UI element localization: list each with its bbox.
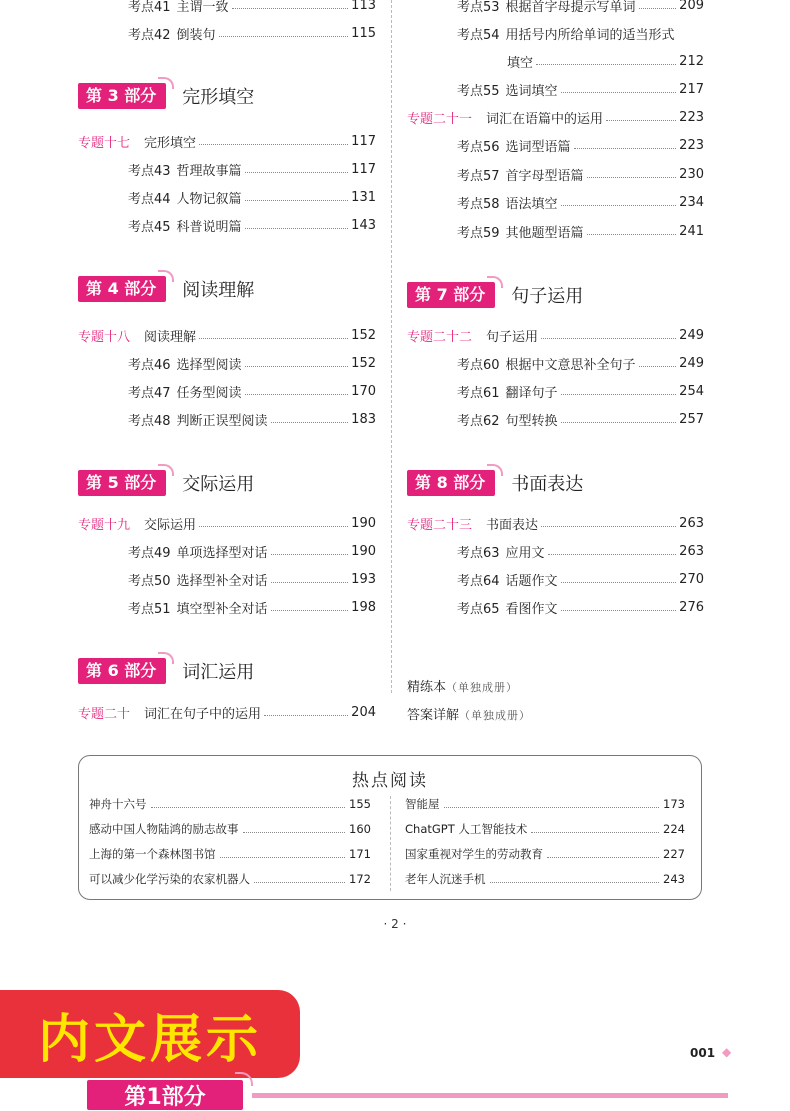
bottom-part-badge: 第1部分 [87, 1080, 243, 1110]
folio-number: 001 [690, 1046, 716, 1060]
toc-entry[interactable]: 考点56 选词型语篇 223 [457, 137, 704, 155]
extra-booklet-practice[interactable]: 精练本（单独成册） [407, 680, 519, 695]
toc-entry[interactable]: 考点60 根据中文意思补全句子 249 [457, 355, 704, 373]
toc-entry[interactable]: 考点50 选择型补全对话 193 [128, 571, 376, 589]
toc-entry[interactable]: 考点57 首字母型语篇 230 [457, 166, 704, 184]
toc-topic-entry[interactable]: 专题二十二 句子运用 249 [407, 327, 704, 345]
toc-entry[interactable]: 考点59 其他题型语篇 241 [457, 223, 704, 241]
toc-entry-continued[interactable]: 填空 212 [507, 53, 704, 71]
part-heading-8 [407, 468, 583, 498]
toc-entry[interactable]: 考点46 选择型阅读 152 [128, 355, 376, 373]
toc-entry[interactable]: 考点61 翻译句子 254 [457, 383, 704, 401]
toc-entry[interactable]: 考点64 话题作文 270 [457, 571, 704, 589]
hot-reading-title: 热点阅读 [352, 771, 428, 791]
part-badge: 第 8 部分 [407, 470, 495, 496]
hot-reading-box [78, 755, 702, 900]
toc-topic-entry[interactable]: 专题十八 阅读理解 152 [78, 327, 376, 345]
toc-topic-entry[interactable]: 专题十七 完形填空 117 [78, 133, 376, 151]
toc-entry[interactable]: 考点53 根据首字母提示写单词 209 [457, 0, 704, 15]
toc-entry[interactable]: 考点47 任务型阅读 170 [128, 383, 376, 401]
part-heading-4 [78, 274, 254, 304]
toc-entry[interactable]: 考点62 句型转换 257 [457, 411, 704, 429]
toc-entry[interactable]: 考点44 人物记叙篇 131 [128, 189, 376, 207]
hot-reading-item[interactable]: 感动中国人物陆鸿的励志故事 160 [89, 822, 371, 836]
part-heading-6 [78, 656, 254, 686]
hot-reading-item[interactable]: ChatGPT 人工智能技术 224 [405, 822, 685, 836]
bottom-rule [252, 1093, 728, 1098]
part-title: 完形填空 [182, 87, 255, 108]
toc-entry[interactable]: 考点54 用括号内所给单词的适当形式 [457, 27, 675, 43]
toc-entry[interactable]: 考点49 单项选择型对话 190 [128, 543, 376, 561]
part-title: 阅读理解 [182, 280, 255, 301]
toc-topic-entry[interactable]: 专题二十三 书面表达 263 [407, 515, 704, 533]
toc-entry[interactable]: 考点42 倒装句 115 [128, 25, 376, 43]
toc-entry[interactable]: 考点43 哲理故事篇 117 [128, 161, 376, 179]
hot-reading-item[interactable]: 国家重视对学生的劳动教育 227 [405, 847, 685, 861]
part-heading-3 [78, 81, 254, 111]
hot-reading-item[interactable]: 老年人沉迷手机 243 [405, 872, 685, 886]
hot-reading-item[interactable]: 上海的第一个森林图书馆 171 [89, 847, 371, 861]
hot-reading-item[interactable]: 可以减少化学污染的农家机器人 172 [89, 872, 371, 886]
toc-entry[interactable]: 考点63 应用文 263 [457, 543, 704, 561]
part-title: 书面表达 [511, 474, 584, 495]
toc-topic-entry[interactable]: 专题二十一 词汇在语篇中的运用 223 [407, 109, 704, 127]
diamond-icon: ◆ [722, 1045, 732, 1059]
toc-entry[interactable]: 考点55 选词填空 217 [457, 81, 704, 99]
part-heading-7 [407, 280, 583, 310]
toc-entry[interactable]: 考点58 语法填空 234 [457, 194, 704, 212]
hot-reading-item[interactable]: 智能屋 173 [405, 797, 685, 811]
toc-entry[interactable]: 考点65 看图作文 276 [457, 599, 704, 617]
column-divider [391, 0, 392, 693]
part-title: 词汇运用 [182, 662, 255, 683]
part-title: 交际运用 [182, 474, 255, 495]
part-badge: 第 4 部分 [78, 276, 166, 302]
toc-entry[interactable]: 考点45 科普说明篇 143 [128, 217, 376, 235]
extra-booklet-answers[interactable]: 答案详解（单独成册） [407, 708, 532, 723]
promo-banner [0, 990, 300, 1078]
part-badge: 第 3 部分 [78, 83, 166, 109]
part-title: 句子运用 [511, 286, 584, 307]
part-heading-5 [78, 468, 254, 498]
part-badge: 第 6 部分 [78, 658, 166, 684]
hot-reading-divider [390, 796, 391, 891]
promo-banner-text: 内文展示 [37, 1009, 262, 1070]
part-badge: 第 7 部分 [407, 282, 495, 308]
part-badge: 第 5 部分 [78, 470, 166, 496]
toc-entry[interactable]: 考点51 填空型补全对话 198 [128, 599, 376, 617]
hot-reading-item[interactable]: 神舟十六号 155 [89, 797, 371, 811]
toc-entry[interactable]: 考点48 判断正误型阅读 183 [128, 411, 376, 429]
toc-topic-entry[interactable]: 专题二十 词汇在句子中的运用 204 [78, 704, 376, 722]
page-number: · 2 · [383, 917, 407, 931]
toc-entry[interactable]: 考点41 主谓一致 113 [128, 0, 376, 15]
toc-topic-entry[interactable]: 专题十九 交际运用 190 [78, 515, 376, 533]
